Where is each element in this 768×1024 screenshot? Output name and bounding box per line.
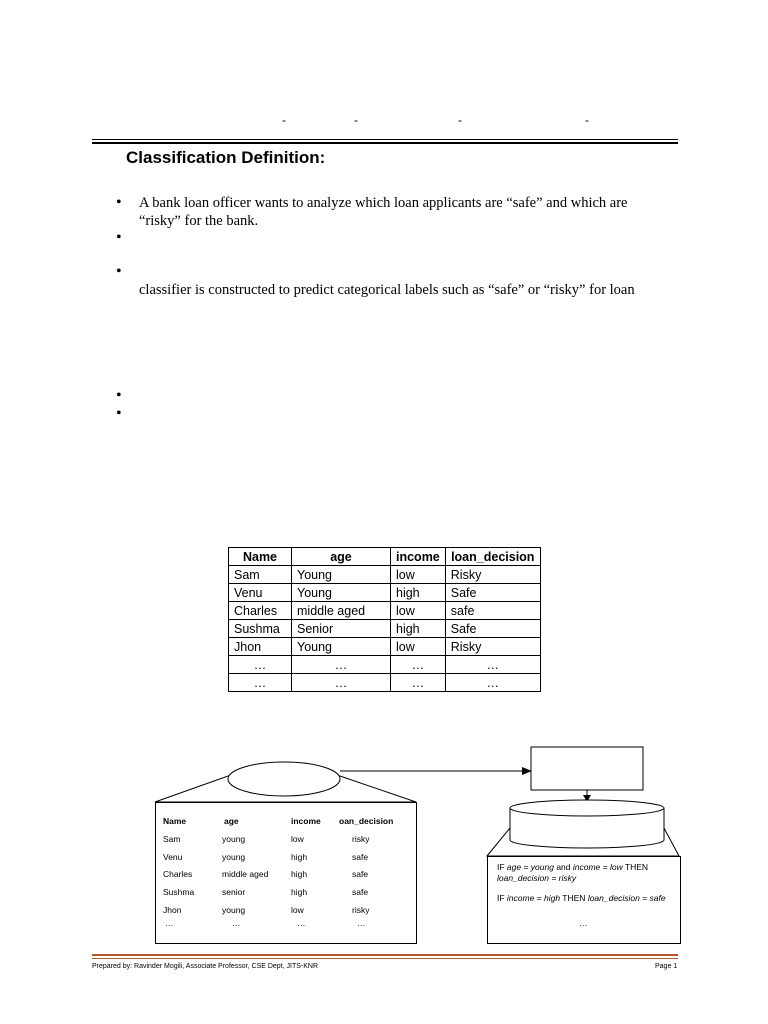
rule-condition: income = low	[572, 862, 623, 872]
rule-1	[497, 862, 672, 884]
rule-2	[497, 893, 672, 904]
training-cell: high	[291, 869, 308, 879]
header-dash-3: -	[458, 113, 462, 127]
rule-keyword: THEN	[560, 893, 588, 903]
table-cell: …	[229, 674, 292, 692]
header-dash-4: -	[585, 113, 589, 127]
header-dash-2: -	[354, 113, 358, 127]
table-header-cell: Name	[229, 548, 292, 566]
bullet-glyph: •	[116, 263, 122, 280]
bullet-glyph: •	[116, 405, 122, 422]
training-cell: safe	[352, 887, 369, 897]
rule-condition: income = high	[506, 893, 561, 903]
table-cell: …	[445, 674, 540, 692]
footer-rule-bottom	[92, 958, 678, 959]
training-header-cell: income	[291, 816, 321, 826]
training-cell: …	[232, 918, 241, 928]
rule-keyword: THEN	[622, 862, 649, 872]
bullet-glyph: •	[116, 387, 122, 404]
text-line: A bank loan officer wants to analyze which loan applicants are “safe” and which are	[139, 195, 628, 211]
table-cell: …	[391, 656, 446, 674]
learning-algorithm-ellipse	[228, 762, 340, 796]
table-cell: high	[391, 584, 446, 602]
training-header-cell: age	[224, 816, 239, 826]
table-cell: Risky	[445, 638, 540, 656]
training-cell: low	[291, 905, 304, 915]
training-cell: risky	[352, 834, 370, 844]
header-dash-1: -	[282, 113, 286, 127]
training-cell: high	[291, 887, 308, 897]
training-cell: …	[357, 918, 366, 928]
table-cell: Young	[292, 584, 391, 602]
training-header-cell: oan_decision	[339, 816, 394, 826]
table-cell: safe	[445, 602, 540, 620]
training-cell: safe	[352, 852, 369, 862]
training-cell: young	[222, 834, 246, 844]
rule-keyword: IF	[497, 893, 507, 903]
training-cell: …	[165, 918, 174, 928]
table-cell: low	[391, 602, 446, 620]
footer-rule-top	[92, 954, 678, 956]
rule-keyword: IF	[497, 862, 507, 872]
bullet-glyph: •	[116, 194, 122, 211]
table-cell: …	[292, 656, 391, 674]
table-cell: Risky	[445, 566, 540, 584]
table-cell: …	[229, 656, 292, 674]
table-header-cell: age	[292, 548, 391, 566]
rule-conclusion: loan_decision = risky	[497, 873, 577, 883]
rule-keyword: and	[553, 862, 573, 872]
training-cell: young	[222, 852, 246, 862]
table-cell: Safe	[445, 584, 540, 602]
table-cell: Safe	[445, 620, 540, 638]
training-cell: Sushma	[163, 887, 195, 897]
table-cell: Young	[292, 566, 391, 584]
table-cell: Young	[292, 638, 391, 656]
training-cell: Charles	[163, 869, 193, 879]
training-cell: senior	[222, 887, 246, 897]
classifier-box	[531, 747, 643, 790]
training-cell: low	[291, 834, 304, 844]
footer-page-number: Page 1	[655, 963, 678, 970]
table-cell: …	[292, 674, 391, 692]
training-cell: risky	[352, 905, 370, 915]
training-cell: Venu	[163, 852, 183, 862]
table-cell: Charles	[229, 602, 292, 620]
rules-ellipsis: …	[579, 918, 588, 928]
table-cell: …	[391, 674, 446, 692]
text-line: classifier is constructed to predict categorical labels such as “safe” or “risky” for loan	[139, 282, 635, 298]
table-cell: high	[391, 620, 446, 638]
training-cell: Jhon	[163, 905, 182, 915]
table-cell: Sam	[229, 566, 292, 584]
table-cell: Jhon	[229, 638, 292, 656]
table-cell: Sushma	[229, 620, 292, 638]
rule-condition: age = young	[506, 862, 554, 872]
bullet-glyph: •	[116, 229, 122, 246]
training-cell: safe	[352, 869, 369, 879]
training-header-cell: Name	[163, 816, 187, 826]
training-cell: high	[291, 852, 308, 862]
table-cell: Venu	[229, 584, 292, 602]
table-cell: Senior	[292, 620, 391, 638]
training-cell: young	[222, 905, 246, 915]
table-cell: middle aged	[292, 602, 391, 620]
text-line: “risky” for the bank.	[139, 213, 259, 229]
section-heading: Classification Definition:	[126, 148, 326, 167]
footer-author: Prepared by: Ravinder Mogili, Associate Professor, CSE Dept, JITS-KNR	[92, 963, 319, 970]
training-cell: middle aged	[222, 869, 269, 879]
training-cell: Sam	[163, 834, 181, 844]
table-cell: low	[391, 566, 446, 584]
training-cell: …	[297, 918, 306, 928]
rule-conclusion: loan_decision = safe	[587, 893, 666, 903]
table-header-cell: loan_decision	[445, 548, 540, 566]
table-header-cell: income	[391, 548, 446, 566]
table-cell: low	[391, 638, 446, 656]
rules-cylinder-top	[510, 800, 664, 816]
table-cell: …	[445, 656, 540, 674]
